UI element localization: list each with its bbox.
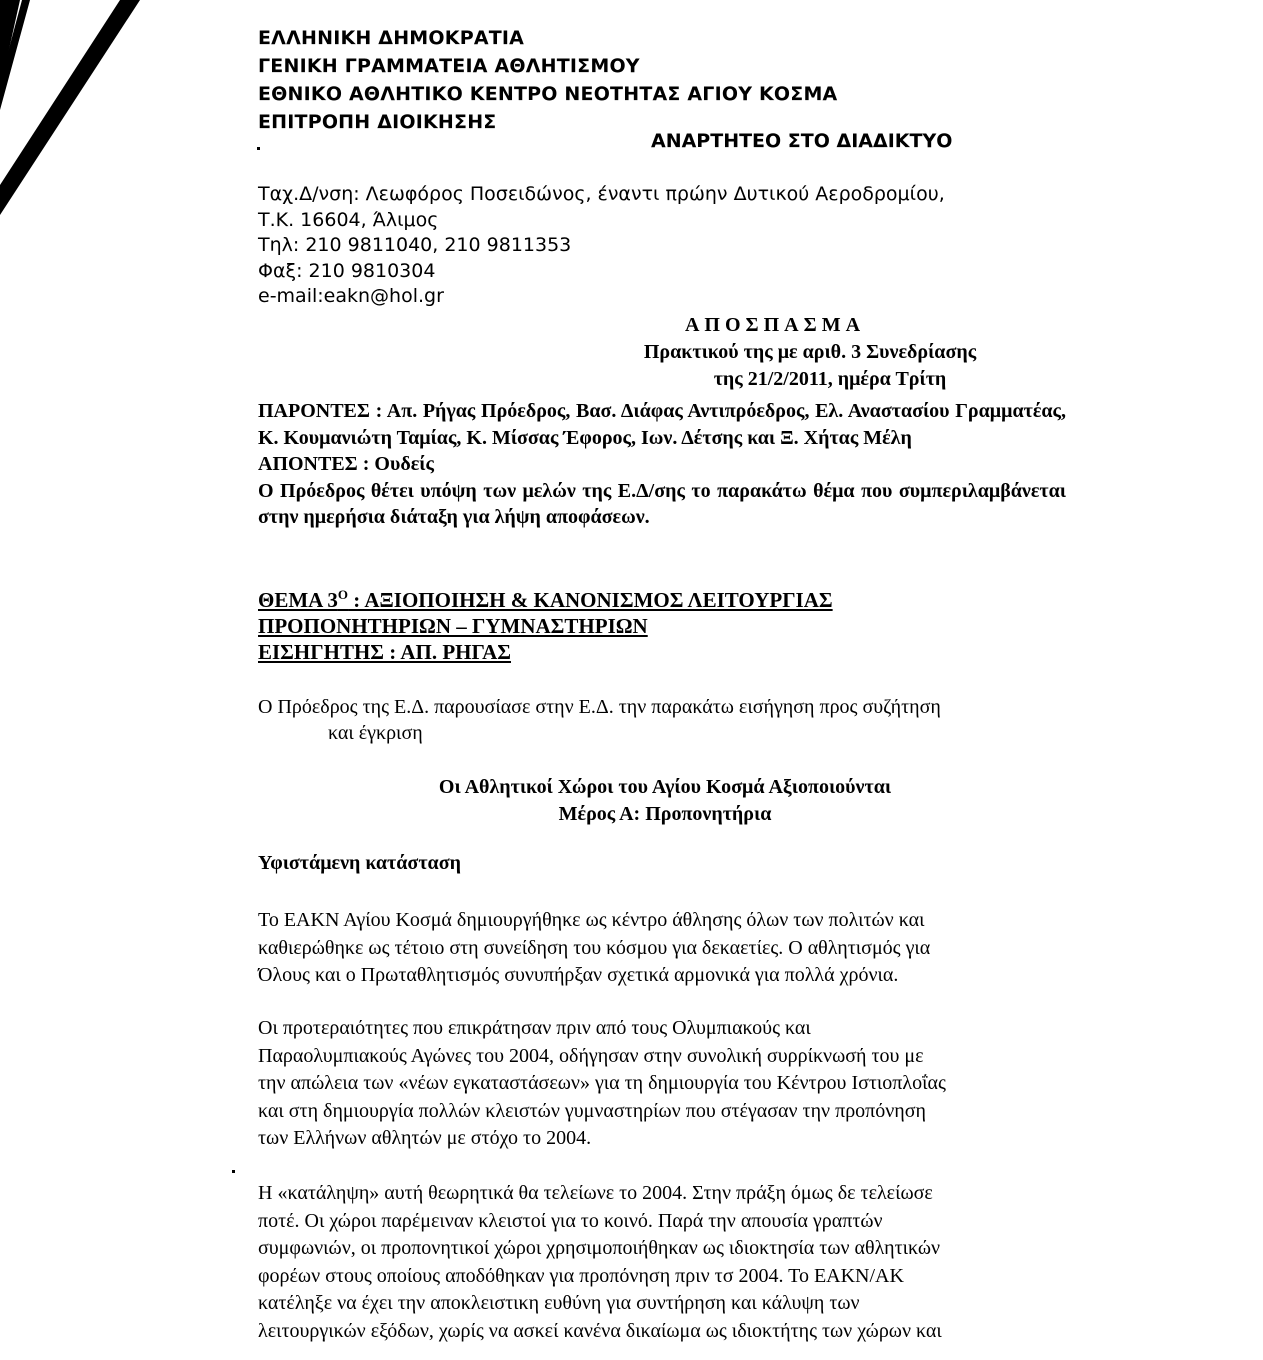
fax-line: Φαξ: 210 9810304: [258, 259, 436, 282]
extract-title: ΑΠΟΣΠΑΣΜΑ: [684, 314, 866, 336]
paragraph-line: και στη δημιουργία πολλών κλειστών γυμναστηρίων που στέγασαν την προπόνηση: [258, 1099, 927, 1122]
letterhead-line: ΕΠΙΤΡΟΠΗ ΔΙΟΙΚΗΣΗΣ: [258, 111, 497, 133]
body-paragraph: [258, 907, 1068, 990]
topic-number: ΘΕΜΑ 3: [258, 588, 338, 612]
meeting-date-line: της 21/2/2011, ημέρα Τρίτη: [713, 368, 947, 390]
intro-line: και έγκριση: [328, 722, 423, 744]
paragraph-line: Η «κατάληψη» αυτή θεωρητικά θα τελείωνε το 2004. Στην πράξη όμως δε τελείωσε: [258, 1182, 933, 1204]
paragraph-line: λειτουργικών εξόδων, χωρίς να ασκεί κανένα δικαίωμα ως ιδιοκτήτης των χώρων και: [258, 1319, 942, 1342]
absent-members: ΑΠΟΝΤΕΣ : Ουδείς: [258, 453, 434, 475]
address-line: Ταχ.Δ/νση: Λεωφόρος Ποσειδώνος, έναντι πρώην Δυτικού Αεροδρομίου,: [258, 183, 945, 205]
paragraph-line: συμφωνιών, οι προπονητικοί χώροι χρησιμοποιήθηκαν ως ιδιοκτησία των αθλητικών: [258, 1237, 941, 1259]
president-statement: Ο Πρόεδρος θέτει υπόψη των μελών της Ε.Δ/σης το παρακάτω θέμα που συμπεριλαμβάνεται στην ημερήσια διάταξη για λήψη αποφάσεων.: [258, 479, 1066, 528]
paragraph-line: Όλους και ο Πρωταθλητισμός συνυπήρξαν σχετικά αρμονικά για πολλά χρόνια.: [258, 964, 899, 986]
paragraph-line: των Ελλήνων αθλητών με στόχο το 2004.: [258, 1127, 592, 1149]
letterhead-line: ΓΕΝΙΚΗ ΓΡΑΜΜΑΤΕΙΑ ΑΘΛΗΤΙΣΜΟΥ: [258, 55, 640, 77]
section-title: Οι Αθλητικοί Χώροι του Αγίου Κοσμά Αξιοποιούνται: [438, 776, 892, 798]
section-subtitle: Μέρος Α: Προπονητήρια: [558, 803, 772, 825]
paragraph-line: καθιερώθηκε ως τέτοιο στη συνείδηση του κόσμου για δεκαετίες. Ο αθλητισμός για: [258, 936, 931, 959]
intro-line: Ο Πρόεδρος της Ε.Δ. παρουσίασε στην Ε.Δ. την παρακάτω εισήγηση προς συζήτηση: [258, 696, 941, 718]
paragraph-line: την απώλεια των «νέων εγκαταστάσεων» για τη δημιουργία του Κέντρου Ιστιοπλοΐας: [258, 1072, 946, 1094]
body-paragraph: [258, 1180, 1068, 1345]
topic-line: [258, 582, 833, 613]
scan-corner-mark: [0, 0, 140, 230]
topic-superscript: Ο: [337, 587, 349, 602]
paragraph-line: Οι προτεραιότητες που επικράτησαν πριν από τους Ολυμπιακούς και: [258, 1017, 811, 1039]
topic-heading: [258, 582, 833, 665]
rapporteur-line: ΕΙΣΗΓΗΤΗΣ : ΑΠ. ΡΗΓΑΣ: [258, 640, 511, 664]
scan-speck: [257, 147, 260, 150]
attendance-block: [258, 398, 1066, 531]
topic-line: ΠΡΟΠΟΝΗΤΗΡΙΩΝ – ΓΥΜΝΑΣΤΗΡΙΩΝ: [258, 614, 648, 638]
meeting-line: Πρακτικού της με αριθ. 3 Συνεδρίασης: [643, 341, 977, 363]
contact-block: [258, 182, 945, 310]
letterhead-line: ΕΛΛΗΝΙΚΗ ΔΗΜΟΚΡΑΤΙΑ: [258, 27, 525, 49]
topic-title: : ΑΞΙΟΠΟΙΗΣΗ & ΚΑΝΟΝΙΣΜΟΣ ΛΕΙΤΟΥΡΓΙΑΣ: [348, 588, 833, 612]
intro-paragraph: [258, 694, 1068, 746]
paragraph-line: κατέληξε να έχει την αποκλειστικη ευθύνη για συντήρηση και κάλυψη των: [258, 1292, 860, 1314]
paragraph-line: Παραολυμπιακούς Αγώνες του 2004, οδήγησαν στην συνολική συρρίκνωσή του με: [258, 1044, 924, 1067]
subheading: Υφιστάμενη κατάσταση: [258, 852, 461, 874]
paragraph-line: Το ΕΑΚΝ Αγίου Κοσμά δημιουργήθηκε ως κέντρο άθλησης όλων των πολιτών και: [258, 909, 925, 931]
scan-speck: [232, 1170, 235, 1173]
present-members: ΠΑΡΟΝΤΕΣ : Απ. Ρήγας Πρόεδρος, Βασ. Διάφας Αντιπρόεδρος, Ελ. Αναστασίου Γραμματέας, Κ. Κουμανιώτη Ταμίας, Κ. Μίσσας Έφορος, Ιων. Δέτσης και Ξ. Χήτας Μέλη: [258, 400, 1066, 449]
letterhead: [258, 24, 837, 136]
paragraph-line: ποτέ. Οι χώροι παρέμειναν κλειστοί για το κοινό. Παρά την απουσία γραπτών: [258, 1209, 883, 1232]
paragraph-line: φορέων στους οποίους αποδόθηκαν για προπόνηση πριν τσ 2004. Το ΕΑΚΝ/ΑΚ: [258, 1264, 904, 1287]
letterhead-line: ΕΘΝΙΚΟ ΑΘΛΗΤΙΚΟ ΚΕΝΤΡΟ ΝΕΟΤΗΤΑΣ ΑΓΙΟΥ ΚΟΣΜΑ: [258, 83, 838, 105]
posting-note: ΑΝΑΡΤΗΤΕΟ ΣΤΟ ΔΙΑΔΙΚΤΥΟ: [651, 130, 953, 152]
email-line: e-mail:eakn@hol.gr: [258, 285, 444, 307]
phone-line: Τηλ: 210 9811040, 210 9811353: [258, 234, 572, 256]
address-line: Τ.Κ. 16604, Άλιμος: [258, 208, 439, 231]
body-paragraph: [258, 1015, 1068, 1153]
